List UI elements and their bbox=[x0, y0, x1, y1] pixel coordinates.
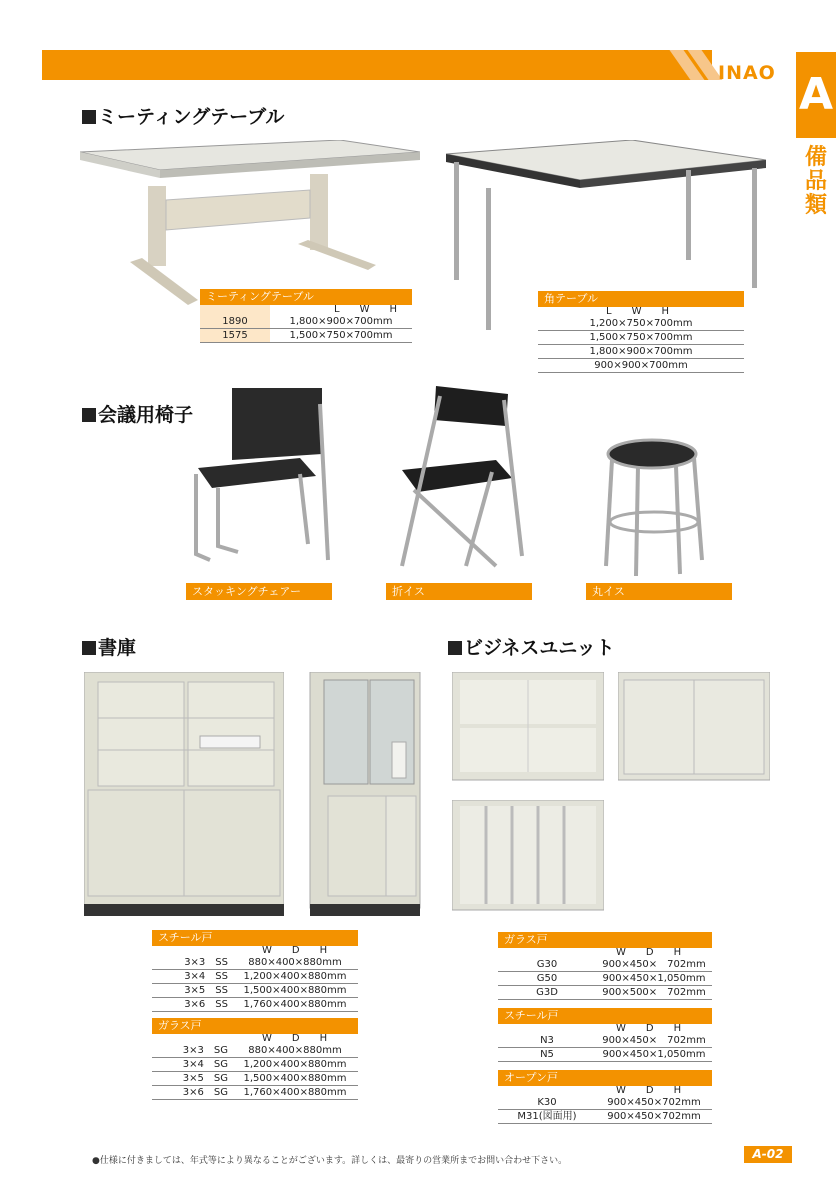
section-title-business-unit: ビジネスユニット bbox=[448, 633, 615, 660]
unit-spec bbox=[498, 932, 712, 1124]
table-row: 1,500×750×700mm bbox=[538, 331, 744, 345]
section-title-bookcase: 書庫 bbox=[82, 633, 136, 660]
chair-label-stacking: スタッキングチェアー bbox=[186, 583, 332, 600]
footer-note: ●仕様に付きましては、年式等により異なることがございます。詳しくは、最寄りの営業所までお問い合わせ下さい。 bbox=[92, 1156, 568, 1166]
spec-col-head: W D H bbox=[616, 1085, 682, 1096]
table-row: 3×5 SG 1,500×400×880mm bbox=[152, 1072, 358, 1086]
table-row: N5 900×450×1,050mm bbox=[498, 1048, 712, 1062]
spec-col-head: W D H bbox=[616, 1023, 682, 1034]
table-row: G50 900×450×1,050mm bbox=[498, 972, 712, 986]
table-row: G30 900×450× 702mm bbox=[498, 958, 712, 972]
brand-logo: INAO bbox=[718, 62, 776, 84]
table-row: G3D 900×500× 702mm bbox=[498, 986, 712, 1000]
table-row: 3×5 SS 1,500×400×880mm bbox=[152, 984, 358, 998]
table-row: 3×6 SG 1,760×400×880mm bbox=[152, 1086, 358, 1100]
chair-label-round: 丸イス bbox=[586, 583, 732, 600]
folding-chair-image bbox=[396, 380, 526, 576]
bookcase-steel-image bbox=[84, 672, 284, 920]
chair-label-folding: 折イス bbox=[386, 583, 532, 600]
unit-drawing-rack-image bbox=[452, 800, 604, 912]
table-row: 1890 1,800×900×700mm bbox=[200, 315, 412, 329]
spec-header: オープン戸 bbox=[498, 1070, 712, 1086]
table-row: 1,800×900×700mm bbox=[538, 345, 744, 359]
stacking-chair-image bbox=[188, 384, 338, 574]
spec-col-head: L W H bbox=[606, 306, 669, 317]
spec-col-head: W D H bbox=[262, 945, 328, 956]
table-row: 3×3 SG 880×400×880mm bbox=[152, 1044, 358, 1058]
table-row: 3×3 SS 880×400×880mm bbox=[152, 956, 358, 970]
spec-header: ミーティングテーブル bbox=[200, 289, 412, 305]
page-number: A-02 bbox=[744, 1146, 792, 1163]
spec-header: スチール戸 bbox=[498, 1008, 712, 1024]
spec-header: スチール戸 bbox=[152, 930, 358, 946]
table-row: K30 900×450×702mm bbox=[498, 1096, 712, 1110]
table-row: 900×900×700mm bbox=[538, 359, 744, 373]
unit-open-image bbox=[452, 672, 604, 782]
section-title-meeting-table: ミーティングテーブル bbox=[82, 102, 284, 129]
spec-col-head: W D H bbox=[262, 1033, 328, 1044]
spec-col-head: W D H bbox=[616, 947, 682, 958]
table-row: 3×4 SG 1,200×400×880mm bbox=[152, 1058, 358, 1072]
section-title-chairs: 会議用椅子 bbox=[82, 400, 193, 427]
bookcase-spec bbox=[152, 930, 358, 1100]
table-row: 1,200×750×700mm bbox=[538, 317, 744, 331]
table-row: 3×6 SS 1,760×400×880mm bbox=[152, 998, 358, 1012]
table-row: M31(図面用) 900×450×702mm bbox=[498, 1110, 712, 1124]
meeting-table-spec bbox=[200, 289, 412, 343]
table-row: 1575 1,500×750×700mm bbox=[200, 329, 412, 343]
spec-header: 角テーブル bbox=[538, 291, 744, 307]
section-tab-text: 備品類 bbox=[804, 145, 827, 218]
table-row: N3 900×450× 702mm bbox=[498, 1034, 712, 1048]
spec-header: ガラス戸 bbox=[498, 932, 712, 948]
spec-col-head: L W H bbox=[334, 304, 397, 315]
section-tab: A bbox=[796, 52, 836, 138]
table-row: 3×4 SS 1,200×400×880mm bbox=[152, 970, 358, 984]
meeting-table-image bbox=[80, 140, 420, 310]
bookcase-glass-image bbox=[300, 672, 424, 918]
square-table-spec bbox=[538, 291, 744, 373]
round-stool-image bbox=[600, 436, 710, 580]
unit-steel-image bbox=[618, 672, 770, 782]
header-band bbox=[42, 50, 712, 80]
spec-header: ガラス戸 bbox=[152, 1018, 358, 1034]
